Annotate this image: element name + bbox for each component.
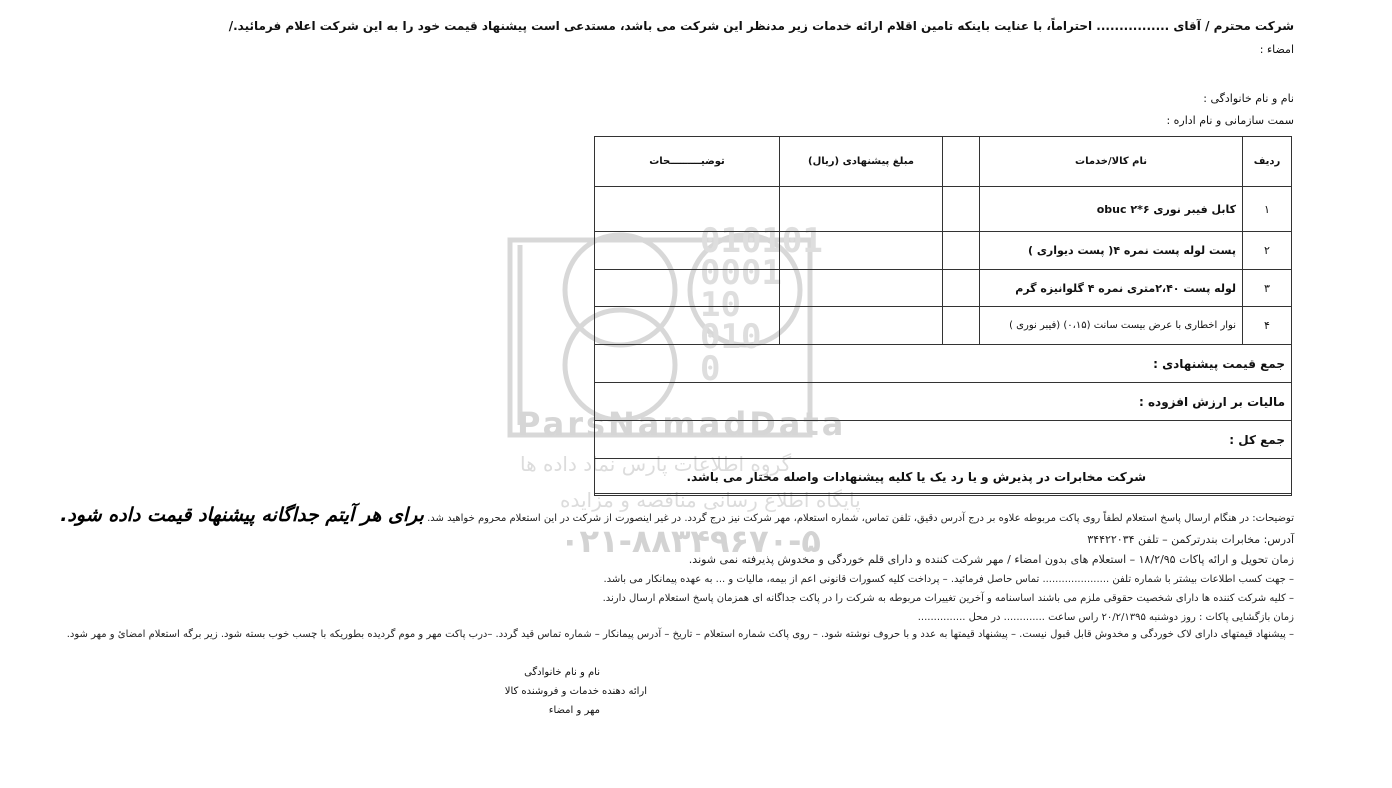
item-name: نوار اخطاری با عرض بیست سانت (۰،۱۵) (فیبر نوری )	[980, 307, 1243, 345]
position-label: سمت سازمانی و نام اداره :	[1166, 114, 1294, 127]
amount-cell[interactable]	[780, 187, 943, 232]
greeting-line: شرکت محترم / آقای ................ احتراماً، با عنایت باینکه تامین اقلام ارائه خدمات زیر مدنظر این شرکت می باشد، مستدعی است پیشنهاد قیمت خود را به این شرکت اعلام فرمائید./	[228, 19, 1294, 33]
full-name-label: نام و نام خانوادگی :	[1203, 92, 1294, 105]
item-name: کابل فیبر نوری ۶*۲ obuc	[980, 187, 1243, 232]
amount-cell[interactable]	[780, 307, 943, 345]
table-row	[595, 232, 1292, 270]
row-number: ۱	[1243, 187, 1292, 232]
blank-cell	[943, 307, 980, 345]
amount-cell[interactable]	[780, 232, 943, 270]
footer-seal: مهر و امضاء	[548, 705, 600, 716]
row-number: ۳	[1243, 270, 1292, 307]
row-number: ۲	[1243, 232, 1292, 270]
grand-total-row	[595, 421, 1292, 459]
total-offered-row	[595, 345, 1292, 383]
notes-cell[interactable]	[595, 232, 780, 270]
delivery-line: زمان تحویل و ارائه پاکات ۱۸/۲/۹۵ – استعلام های بدون امضاء / مهر شرکت کننده و دارای قلم خوردگی و مخدوش پذیرفته نمی شوند.	[688, 553, 1294, 566]
header-notes: توضیـــــــــحات	[595, 137, 780, 187]
vat-label: مالیات بر ارزش افزوده :	[595, 383, 1292, 421]
grand-total-label: جمع کل :	[595, 421, 1292, 459]
items-table	[594, 136, 1292, 496]
notes-cell[interactable]	[595, 307, 780, 345]
item-name: پست لوله پست نمره ۴( پست دیواری )	[980, 232, 1243, 270]
reservation-text: شرکت مخابرات در پذیرش و یا رد یک یا کلیه پیشنهادات واصله مختار می باشد.	[595, 459, 1292, 496]
proposals-line: – پیشنهاد قیمتهای دارای لاک خوردگی و مخدوش قابل قبول نیست. – پیشنهاد قیمتها به عدد و با حروف نوشته شود. – روی پاکت شماره استعلام – تاریخ – آدرس پیمانکار – شماره تماس قید گردد. –درب پاکت مهر و موم گردیده بطوریکه با چسب خوب بسته شود. زیر برگه استعلام امضائ و مهر شود.	[66, 629, 1294, 640]
footer-provider: ارائه دهنده خدمات و فروشنده کالا	[504, 686, 647, 697]
blank-cell	[943, 232, 980, 270]
reservation-row	[595, 459, 1292, 496]
address-line: آدرس: مخابرات بندرترکمن – تلفن ۳۴۴۲۲۰۳۴	[1087, 533, 1294, 546]
watermark-phone: ۰۲۱-۸۸۳۴۹۶۷۰-۵	[560, 522, 821, 560]
watermark-brand: ParsNamadData	[517, 405, 847, 443]
header-amount: مبلغ پیشنهادی (ریال)	[780, 137, 943, 187]
table-header-row	[595, 137, 1292, 187]
vat-row	[595, 383, 1292, 421]
watermark-subtitle-2: پایگاه اطلاع رسانی مناقصه و مزایده	[560, 488, 861, 512]
opening-line: زمان بازگشایی پاکات : روز دوشنبه ۲۰/۲/۱۳۹۵ راس ساعت ............. در محل ...............	[917, 612, 1294, 623]
emphasis-text: برای هر آیتم جداگانه پیشنهاد قیمت داده شود.	[60, 504, 424, 526]
amount-cell[interactable]	[780, 270, 943, 307]
blank-cell	[943, 187, 980, 232]
table-row	[595, 307, 1292, 345]
table-bottom-border	[594, 493, 1292, 494]
watermark-subtitle: گروه اطلاعات پارس نماد داده ها	[520, 452, 792, 476]
item-name: لوله پست ۲،۴۰متری نمره ۴ گلوانیزه گرم	[980, 270, 1243, 307]
legal-line: – کلیه شرکت کننده ها دارای شخصیت حقوقی ملزم می باشند اساسنامه و آخرین تغییرات مربوطه به شرکت را در پاکت جداگانه ای همزمان پاسخ استعلام ارسال دارند.	[602, 593, 1294, 604]
header-row-number: ردیف	[1243, 137, 1292, 187]
header-blank	[943, 137, 980, 187]
footer-name: نام و نام خانوادگی	[524, 667, 600, 678]
notes-cell[interactable]	[595, 270, 780, 307]
header-item-name: نام کالا/خدمات	[980, 137, 1243, 187]
table-row	[595, 187, 1292, 232]
signature-label: امضاء :	[1259, 43, 1294, 56]
explanation-line	[60, 504, 1294, 526]
notes-cell[interactable]	[595, 187, 780, 232]
row-number: ۴	[1243, 307, 1292, 345]
total-offered-label: جمع قیمت پیشنهادی :	[595, 345, 1292, 383]
watermark-digits: 010101 0001 10 010 0	[700, 221, 823, 389]
explanation-text: توضیحات: در هنگام ارسال پاسخ استعلام لطفاً روی پاکت مربوطه علاوه بر درج آدرس دقیق، تلفن تماس، شماره استعلام، مهر شرکت نیز درج گردد. در غیر اینصورت از شرکت در این استعلام محروم خواهید شد.	[427, 513, 1294, 524]
table-row	[595, 270, 1292, 307]
blank-cell	[943, 270, 980, 307]
info-line: – جهت کسب اطلاعات بیشتر با شماره تلفن ..................... تماس حاصل فرمائید. – پرداخت کلیه کسورات قانونی اعم از بیمه، مالیات و ... به عهده پیمانکار می باشد.	[603, 574, 1294, 585]
